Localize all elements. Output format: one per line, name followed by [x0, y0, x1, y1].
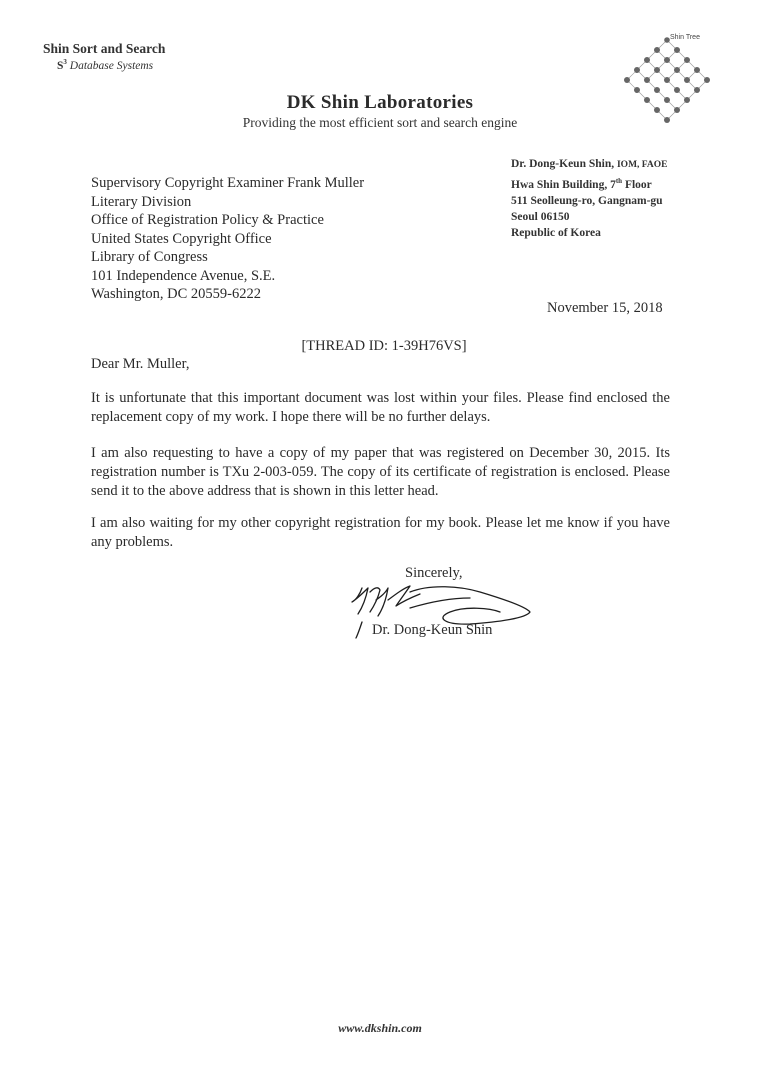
thread-id-wrapper	[0, 338, 760, 355]
brand-superscript: 3	[63, 58, 67, 66]
brand-subtitle: Database Systems	[69, 59, 154, 72]
sender-credentials: IOM, FAOE	[616, 160, 668, 170]
sender-country: Republic of Korea	[511, 226, 601, 239]
recipient-line: United States Copyright Office	[91, 230, 272, 247]
recipient-line: Library of Congress	[91, 249, 208, 265]
recipient-line: Office of Registration Policy & Practice	[91, 212, 324, 228]
sender-street: 511 Seolleung-ro, Gangnam-gu	[511, 194, 663, 207]
sender-building-line	[511, 173, 667, 193]
sender-name-line	[511, 156, 667, 173]
signer-name: Dr. Dong-Keun Shin	[372, 622, 493, 638]
brand-name: Shin Sort and Search	[43, 41, 166, 56]
body-paragraph: It is unfortunate that this important document was lost within your files. Please find enclosed the replacement copy of my work. I hope there will be no further delays.	[91, 390, 670, 425]
sender-floor-word: Floor	[624, 178, 652, 191]
company-tagline: Providing the most efficient sort and search engine	[242, 115, 518, 130]
sender-name: Dr. Dong-Keun Shin,	[511, 158, 615, 170]
body-paragraph: I am also waiting for my other copyright registration for my book. Please let me know if you have any problems.	[91, 515, 670, 550]
sender-address	[511, 156, 667, 241]
recipient-address	[91, 174, 364, 304]
recipient-line: 101 Independence Avenue, S.E.	[91, 267, 276, 284]
brand-s-letter: S	[57, 59, 64, 72]
brand-subtitle-line	[57, 58, 153, 72]
company-name: DK Shin Laboratories	[286, 92, 474, 113]
salutation: Dear Mr. Muller,	[91, 356, 190, 372]
letter-date: November 15, 2018	[547, 300, 663, 316]
sender-floor-suffix: th	[615, 177, 623, 185]
footer-website: www.dkshin.com	[338, 1021, 422, 1035]
logo-label: Shin Tree	[670, 34, 700, 41]
recipient-line: Supervisory Copyright Examiner Frank Muller	[91, 175, 365, 191]
sender-building: Hwa Shin Building, 7	[511, 178, 616, 191]
sender-city: Seoul 06150	[511, 210, 570, 223]
recipient-line: Washington, DC 20559-6222	[91, 286, 262, 302]
thread-id: [THREAD ID: 1-39H76VS]	[301, 338, 467, 354]
body-paragraph: I am also requesting to have a copy of my paper that was registered on December 30, 2015. Its registration number is TXu 2-003-059. The copy of its certificate of registration is enclosed. Please send it to the above address that is shown in this letter head.	[91, 445, 670, 499]
closing: Sincerely,	[405, 565, 463, 581]
recipient-line: Literary Division	[91, 193, 192, 210]
